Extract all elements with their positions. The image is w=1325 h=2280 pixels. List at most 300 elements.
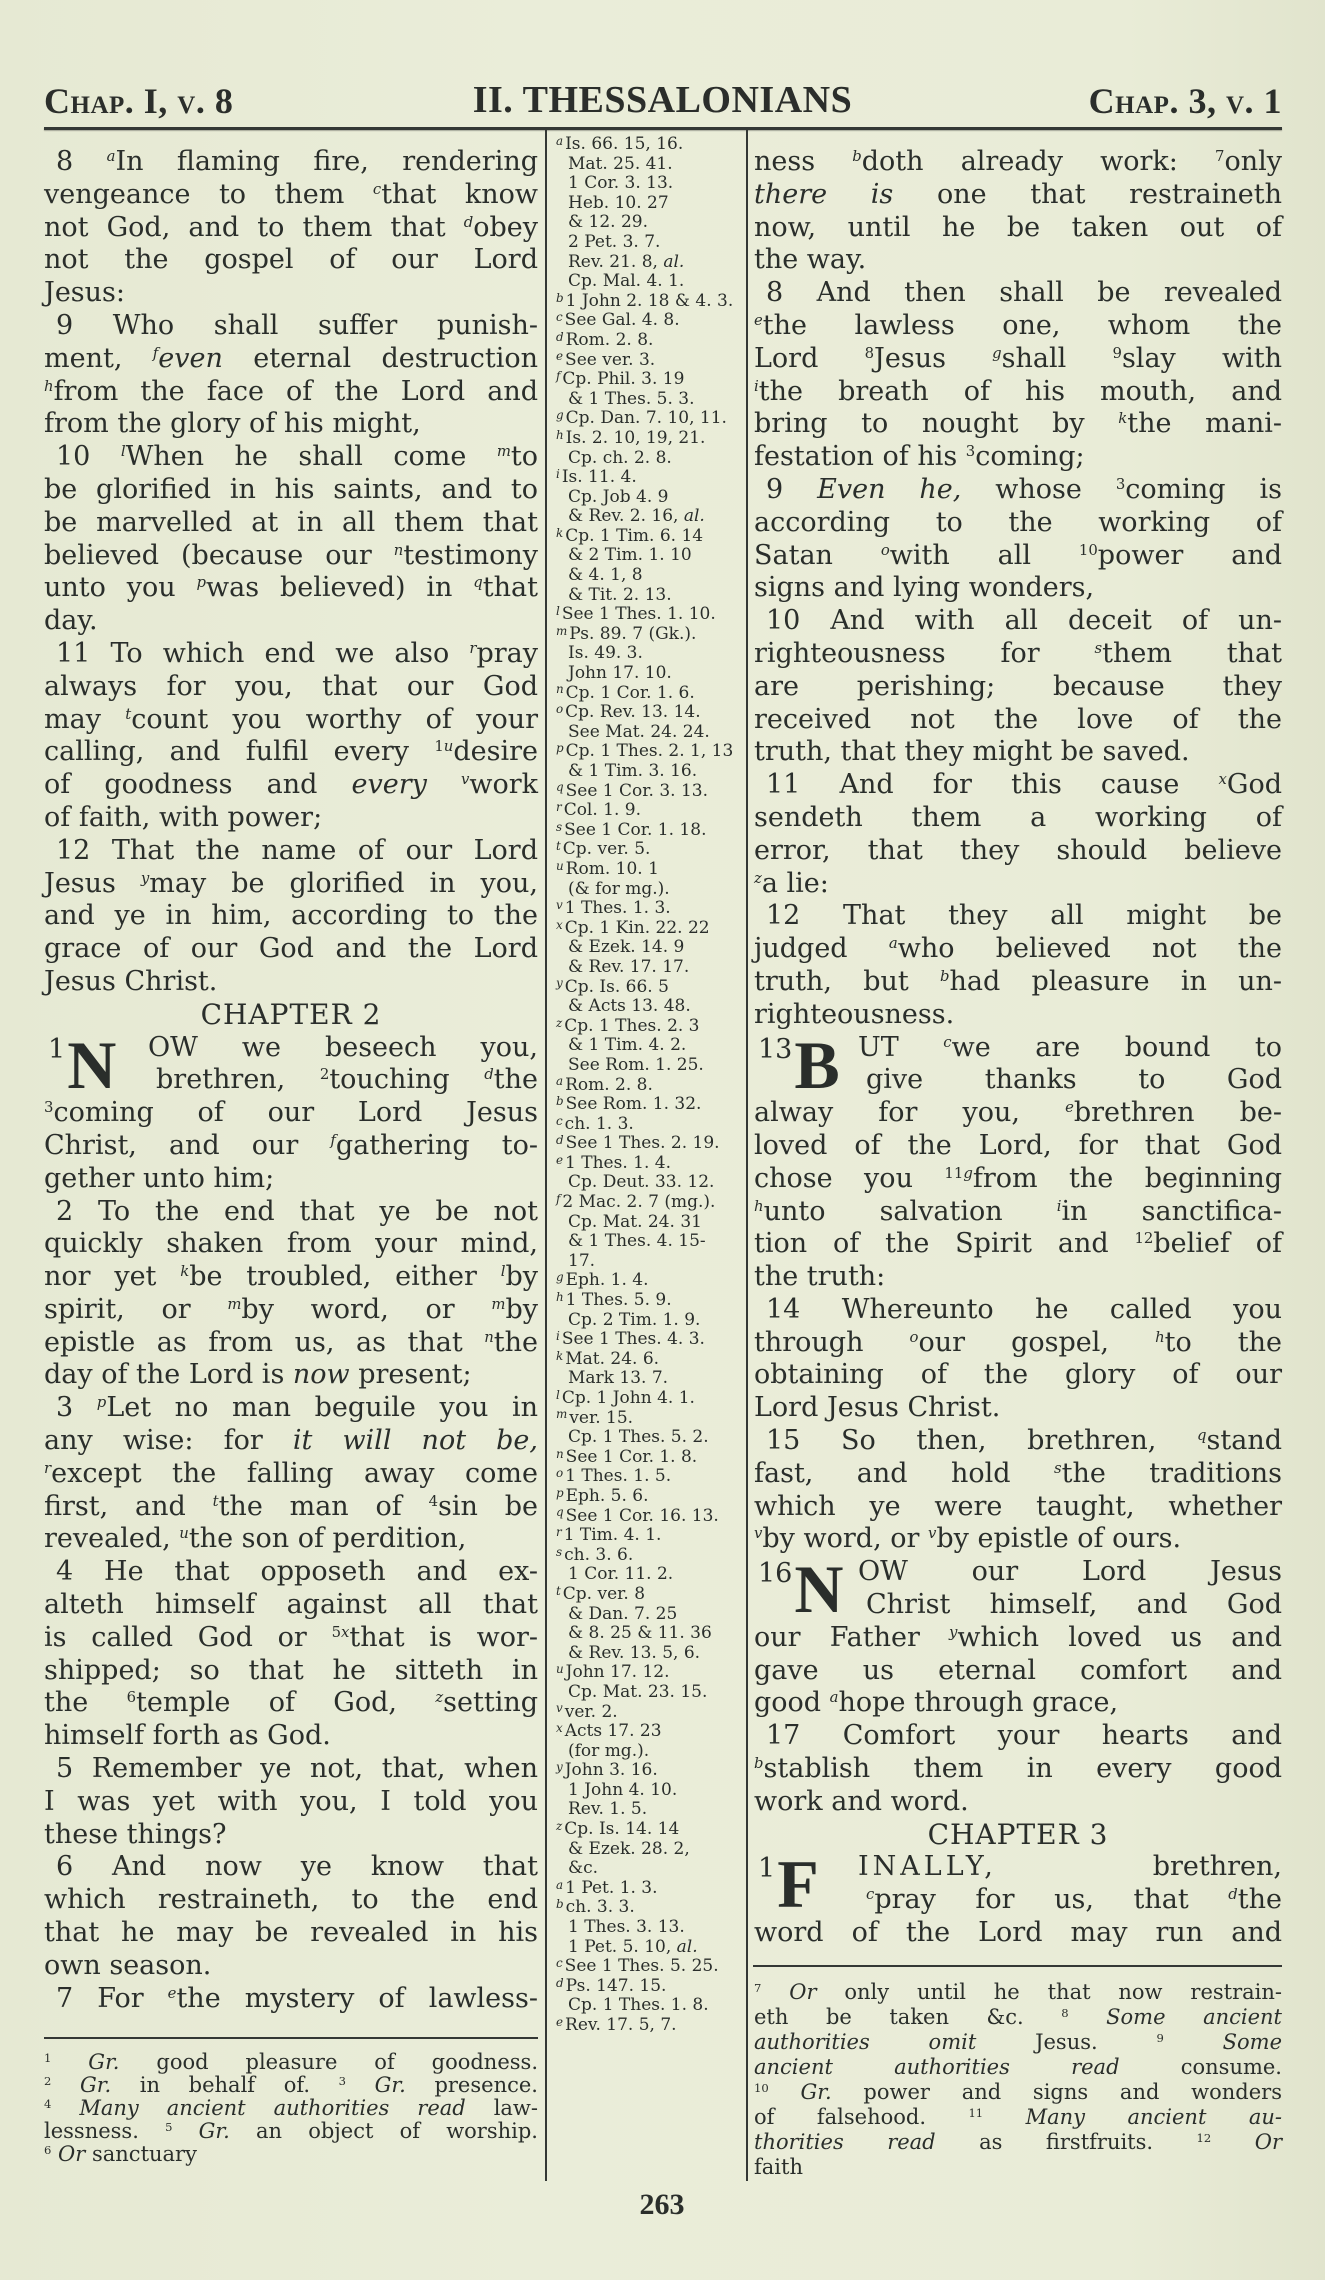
footnote-number: 7 [1215,147,1225,166]
text-run: 11 And for this cause [766,769,1219,801]
footnotes-right [754,1980,1282,2180]
text-run: Lord Jesus Christ. [754,1392,1001,1424]
text-run: Eph. 1. 4. [565,1270,649,1291]
text-run: the mani- [1127,408,1282,440]
reference-line [556,1428,742,1448]
footnote-line [754,2105,1282,2130]
reference-mark: n [484,1327,494,1346]
text-line [754,868,1282,901]
text-line [44,540,538,573]
reference-mark: f [330,1131,336,1149]
text-run: the truth: [754,1261,886,1293]
text-line [44,1851,538,1884]
reference-line [556,919,742,939]
reference-line [556,2016,742,2036]
text-run: See Rom. 1. 25. [568,1054,704,1075]
chapter-heading-text: CHAPTER 3 [927,1817,1109,1851]
footnote-number: 5 [165,2120,173,2135]
verse-number: 16 [758,1558,793,1590]
text-run: ch. 1. 3. [564,1113,634,1134]
reference-line [556,1957,742,1977]
reference-mark: c [372,179,382,198]
text-run: be glorified in his saints, and to [44,473,538,505]
footnote-number: 8 [1061,2006,1069,2021]
text-run: Cp. 2 Tim. 1. 9. [568,1309,701,1330]
reference-mark: p [196,573,207,592]
text-run: power and [1097,539,1282,571]
reference-mark: q [473,573,483,592]
text-line [44,1589,538,1622]
reference-line [556,155,742,175]
reference-mark: a [556,1074,564,1089]
left-text-column [44,146,538,2015]
text-run: 1 Thes. 5. 9. [565,1290,672,1311]
reference-mark: q [556,780,564,795]
reference-mark: v [927,1524,937,1543]
footnote-number: 12 [1196,2131,1212,2146]
reference-line [556,429,742,449]
reference-mark: a [556,133,564,148]
reference-line [556,1683,742,1703]
footnote-number: 1 [44,2051,52,2066]
reference-mark: b [556,1897,564,1912]
reference-line [556,1938,742,1958]
text-line [754,736,1282,769]
text-run: them that [1102,637,1282,669]
text-run: Ps. 147. 15. [565,1975,667,1996]
reference-line [556,1350,742,1370]
text-line [754,1523,1282,1556]
text-run: Cp. Deut. 33. 12. [568,1172,715,1193]
text-run: 1 Thes. 3. 13. [568,1917,685,1938]
italic-run: authorities omit [754,2030,977,2054]
text-line [44,1753,538,1786]
column-divider-left [545,129,547,2181]
text-run: which ye were taught, whether [754,1490,1282,1522]
reference-mark: d [556,329,564,344]
text-run: may [44,703,126,735]
reference-line [556,546,742,566]
reference-mark: y [949,1622,958,1641]
text-run: any wise: for [44,1425,293,1457]
italic-run: there is [754,178,894,210]
text-run: Cp. Job 4. 9 [568,486,669,507]
text-line [754,1687,1282,1720]
text-line [44,1425,538,1458]
text-run: See Gal. 4. 8. [564,310,680,331]
text-line [44,1687,538,1720]
reference-mark: o [556,702,564,717]
reference-mark: s [556,1544,563,1559]
reference-line [556,1017,742,1037]
italic-run: Or [58,2142,86,2166]
text-run: Rom. 2. 8. [565,1074,653,1095]
text-run: 1 Tim. 4. 1. [563,1525,662,1546]
reference-mark: n [393,540,404,559]
text-line [44,605,538,638]
text-run: law- [465,2096,539,2120]
text-run [427,769,461,800]
reference-mark: g [963,1163,973,1182]
footnote-number: 9 [1156,2031,1164,2046]
text-run: the man of [218,1490,429,1522]
text-line [44,1196,538,1229]
text-run: not God, and to them that [44,211,464,243]
chapter-heading-text: CHAPTER 2 [200,997,382,1031]
text-line [754,605,1282,638]
running-head-right: Chap. 3, v. 1 [1088,81,1282,121]
reference-mark: h [1155,1327,1165,1346]
text-run: John 17. 10. [568,663,672,684]
text-run: 10 [56,441,121,473]
text-run: & 4. 1, 8 [568,565,643,586]
text-run: an object of worship. [229,2119,538,2143]
text-run: as firstfruits. [935,2130,1197,2154]
reference-mark: q [556,1505,564,1520]
text-run: festation of his [754,441,966,473]
text-run: eternal destruction [222,342,538,374]
text-run: received not the love of the [754,703,1282,735]
reference-mark: c [556,1956,563,1971]
text-run: word of the Lord may run and [754,1917,1282,1949]
reference-line [556,684,742,704]
reference-mark: p [556,741,564,756]
text-run: Jesus: [44,277,125,309]
text-run: Ps. 89. 7 (Gk.). [569,623,697,644]
text-run: of falsehood. [754,2105,969,2129]
reference-line [556,1252,742,1272]
text-run: 14 Whereunto he called you [766,1293,1282,1325]
italic-run: al. [663,251,685,272]
text-line [44,1950,538,1983]
text-run: Jesus [874,342,993,374]
reference-line [556,860,742,880]
reference-line [556,1467,742,1487]
footnote-line [754,2030,1282,2055]
reference-line [556,899,742,919]
reference-line [556,586,742,606]
footnote-line [754,1980,1282,2005]
text-run: setting [443,1687,538,1719]
text-run: In flaming fire, rendering [115,146,538,177]
text-line [754,704,1282,737]
text-run: Christ, and our [44,1129,331,1161]
reference-mark: x [556,1720,563,1735]
text-run: Cp. 1 Thes. 1. 8. [568,1995,709,2016]
text-run: Jesus. [976,2030,1157,2054]
text-run: error, that they should believe [754,834,1282,866]
text-run: Cp. Is. 66. 5 [564,976,669,997]
text-run: the [493,1064,538,1096]
text-run: may be glorified in you, [149,867,538,899]
text-run: See ver. 3. [565,349,656,370]
text-run: presence. [405,2073,538,2097]
reference-mark: e [167,1983,177,2002]
reference-mark: t [125,704,132,723]
text-run [769,2080,801,2104]
text-run: faith [754,2155,803,2179]
footnote-line [754,2080,1282,2105]
reference-mark: g [556,408,564,423]
text-run: 1 Thes. 1. 3. [564,898,671,919]
text-line [44,1622,538,1655]
text-run: hope through grace, [838,1687,1119,1719]
text-run: Cp. 1 John 4. 1. [561,1388,695,1408]
reference-mark: a [829,1688,839,1707]
text-line [44,802,538,835]
text-line [754,999,1282,1032]
reference-line [556,351,742,371]
reference-line [556,762,742,782]
text-run: temple of God, [136,1687,436,1719]
reference-mark: x [1218,770,1227,789]
text-run: Cp. ver. 5. [562,839,651,860]
reference-line [556,1115,742,1135]
italic-run: Many ancient au- [1025,2105,1282,2129]
text-line [44,1983,538,2016]
text-run: ness [754,146,853,177]
reference-line [556,1526,742,1546]
text-line [754,638,1282,671]
text-line [754,310,1282,343]
text-line [754,1884,1282,1917]
text-line [44,1359,538,1392]
reference-line [556,174,742,194]
reference-line [556,1213,742,1233]
text-run: & 8. 25 & 11. 36 [568,1623,712,1644]
text-run: doth already work: [861,146,1215,177]
text-run: Heb. 10. 27 [568,192,669,213]
text-line [754,1655,1282,1688]
text-run: & Tit. 2. 13. [568,584,672,605]
text-run: loved of the Lord, for that God [754,1129,1282,1161]
right-text-column [754,146,1282,1950]
verse-number: 13 [758,1033,793,1065]
text-run: revealed, [44,1523,180,1555]
text-line [44,933,538,966]
italic-run: every [351,769,427,801]
text-run: Cp. Mat. 23. 15. [568,1681,708,1702]
reference-mark: y [556,1760,563,1775]
text-run: sin be [438,1490,538,1522]
reference-mark: l [556,604,560,619]
reference-line [556,1369,742,1389]
italic-run: al. [683,506,705,527]
text-run: 1 Cor. 11. 2. [568,1564,674,1585]
reference-line [556,1056,742,1076]
text-run: Rom. 2. 8. [565,329,654,350]
text-run: stand [1206,1425,1282,1457]
reference-line [556,253,742,273]
text-run: that know [381,178,538,210]
reference-mark: h [44,376,54,395]
text-run: bring to nought by [754,408,1119,440]
text-line [754,212,1282,245]
reference-mark: e [1065,1098,1074,1117]
text-line [44,1228,538,1261]
reference-mark: k [180,1262,190,1281]
text-line [44,736,538,769]
reference-mark: u [556,1662,564,1677]
footnote-rule-right [753,1965,1282,1967]
reference-line [556,1663,742,1683]
reference-mark: z [556,1015,563,1030]
text-run: Cp. Mal. 4. 1. [568,271,685,292]
text-line [754,146,1282,179]
reference-mark: t [556,839,561,854]
reference-mark: p [556,1485,564,1500]
text-line [44,1130,538,1163]
text-line [44,408,538,441]
page-number: 263 [639,2188,685,2221]
text-run: fast, and hold [754,1457,1054,1489]
reference-mark: h [556,1289,564,1304]
text-run: unto salvation [763,1195,1057,1227]
text-line [754,343,1282,376]
italic-run: Some [1222,2030,1282,2054]
text-line [44,572,538,605]
text-run: belief of [1153,1228,1282,1260]
text-run: only until he that now restrain- [816,1980,1282,2004]
text-run: had pleasure in un- [949,965,1283,997]
text-line [44,277,538,310]
text-line [754,1327,1282,1360]
reference-line [556,1036,742,1056]
text-run: Is. 2. 10, 19, 21. [565,427,706,448]
text-run: a lie: [761,867,829,899]
reference-mark: n [556,1446,564,1461]
reference-mark: c [943,1032,952,1051]
reference-line [556,1173,742,1193]
text-run: 12 That the name of our Lord [56,834,538,866]
text-line [754,572,1282,605]
text-line [754,1720,1282,1753]
text-line [44,1458,538,1491]
italic-run: it will not be, [292,1425,538,1457]
reference-mark: v [556,898,563,912]
reference-line [556,449,742,469]
text-run: righteousness for [754,637,1095,669]
text-line [754,1622,1282,1655]
italic-run: Some ancient [1106,2005,1282,2029]
reference-line [556,1291,742,1311]
text-run: good [754,1687,830,1719]
text-run: 3 [56,1392,97,1424]
text-line [44,868,538,901]
reference-mark: b [852,147,862,166]
text-run: who believed not the [897,933,1282,965]
text-run: When he shall come [125,441,497,473]
text-run: See 1 Cor. 1. 8. [565,1446,698,1467]
reference-line [556,1487,742,1507]
reference-mark: a [556,1877,564,1892]
text-run: work and word. [754,1785,969,1817]
text-run: 5 Remember ye not, that, when [56,1753,538,1785]
cross-reference-column [556,135,742,2036]
text-run: these things? [44,1818,227,1850]
text-line [754,1196,1282,1229]
text-run: sendeth them a working of [754,801,1282,833]
italic-run: Gr. [88,2050,120,2074]
footnote-number: 11 [944,1163,964,1182]
reference-line [556,840,742,860]
text-line [44,376,538,409]
text-line [754,966,1282,999]
text-run: Acts 17. 23 [564,1721,662,1742]
reference-mark: l [120,442,126,461]
reference-line [556,1095,742,1115]
text-line [754,769,1282,802]
reference-mark: x [556,917,563,932]
text-line [44,835,538,868]
reference-mark: m [556,623,568,638]
text-line [754,1491,1282,1524]
text-run: Christ himself, and God [866,1589,1282,1621]
text-run: touching [329,1064,485,1096]
text-line [754,376,1282,409]
footnote-line [754,2130,1282,2155]
footnote-line [44,2143,538,2166]
text-run: now, until he be taken out of [754,211,1282,243]
footnote-number: 3 [1115,475,1126,494]
reference-line [556,664,742,684]
reference-line [556,1898,742,1918]
reference-line [556,1605,742,1625]
reference-line [556,507,742,527]
footnote-number: 12 [1134,1229,1154,1248]
text-run: God [1226,769,1282,801]
italic-run: ancient authorities read [754,2055,1120,2079]
text-run: coming of our Lord Jesus [53,1097,538,1129]
reference-line [556,1820,742,1840]
text-line [754,1392,1282,1425]
footnote-number: 6 [126,1688,137,1707]
text-line [44,769,538,802]
text-run: 1 Thes. 1. 4. [565,1152,671,1173]
text-run: Is. 11. 4. [561,467,637,488]
reference-line [556,605,742,625]
reference-line [556,782,742,802]
verse-number: 1 [48,1033,66,1065]
italic-run: Gr. [198,2119,230,2143]
text-run: John 3. 16. [564,1760,658,1781]
reference-mark: m [227,1294,242,1313]
reference-line [556,1507,742,1527]
header-rule [44,127,1282,130]
text-run [51,2050,88,2074]
reference-line [556,801,742,821]
text-line [754,1261,1282,1294]
text-run: our Father [754,1621,950,1653]
reference-mark: f [152,343,159,362]
text-run: Cp. 1 Tim. 6. 14 [565,525,704,546]
text-run: obtaining of the glory of our [754,1359,1282,1391]
text-run: & Acts 13. 48. [568,996,691,1017]
text-run: of faith, with power; [44,801,323,833]
text-run: & Rev. 17. 17. [568,956,690,977]
reference-mark: k [556,525,564,540]
spaced-run: INALLY, [858,1851,997,1883]
reference-line [556,1742,742,1762]
text-line [44,1261,538,1294]
text-run: & 1 Thes. 4. 15- [568,1231,706,1252]
italic-run: al. [676,1936,698,1957]
text-run: 2 Pet. 3. 7. [568,231,661,252]
text-run: Is. 66. 15, 16. [565,134,684,154]
footnote-line [754,2155,1282,2180]
footnote-line [754,2005,1282,2030]
text-run: first, and [44,1490,213,1522]
